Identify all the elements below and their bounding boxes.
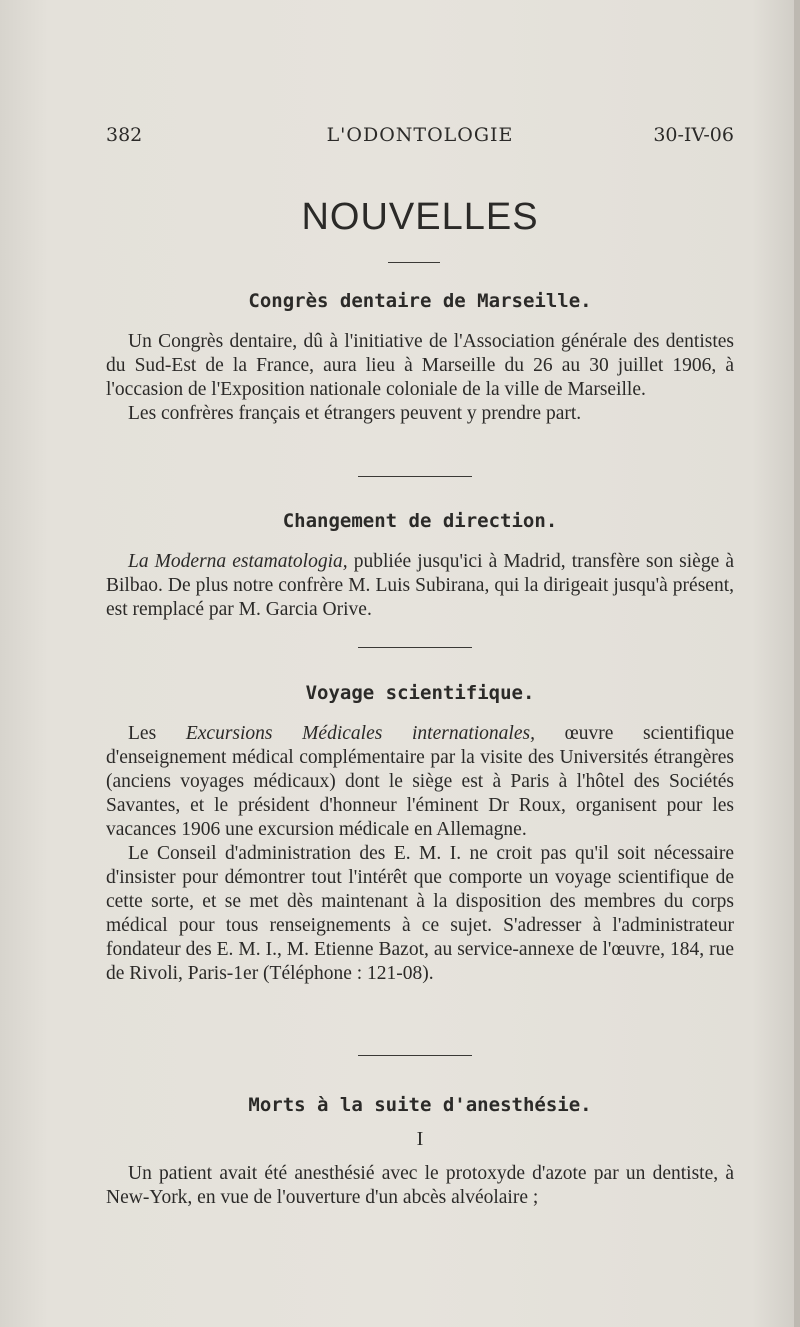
article-body-congres: [106, 330, 734, 426]
paragraph: Les Excursions Médicales internationales, œuvre scientifique d'enseignement médical complémentaire par la visite des Universités étrangères (anciens voyages médicaux) dont le siège est à Paris à l'hôtel des Sociétés Savantes, et le président d'honneur l'éminent Dr Roux, organisent pour les vacances 1906 une excursion médicale en Allemagne.: [106, 723, 735, 840]
paragraph: Un Congrès dentaire, dû à l'initiative de l'Association générale des dentistes du Sud-Est de la France, aura lieu à Marseille du 26 au 30 juillet 1906, à l'occasion de l'Exposition nationale coloniale de la ville de Marseille.: [106, 331, 734, 400]
separator-rule: [358, 1055, 472, 1056]
article-heading-voyage: Voyage scientifique.: [305, 682, 535, 704]
article-heading-morts: Morts à la suite d'anesthésie.: [248, 1094, 592, 1116]
title-rule: [388, 262, 440, 263]
section-numeral: I: [416, 1128, 424, 1150]
journal-title: L'ODONTOLOGIE: [326, 124, 514, 146]
page-number: 382: [106, 124, 143, 146]
paragraph: La Moderna estamatologia, publiée jusqu'ici à Madrid, transfère son siège à Bilbao. De plus notre confrère M. Luis Subirana, qui la dirigeait jusqu'à présent, est remplacé par M. Garcia Orive.: [106, 551, 734, 620]
article-heading-congres: Congrès dentaire de Marseille.: [248, 290, 592, 312]
article-heading-changement: Changement de direction.: [282, 510, 558, 532]
article-body-voyage: [106, 722, 734, 986]
paragraph: Le Conseil d'administration des E. M. I. ne croit pas qu'il soit nécessaire d'insister pour démontrer tout l'intérêt que comporte un voyage scientifique de cette sorte, et se met dès maintenant à la disposition des membres du corps médical pour tous renseignements à ce sujet. S'adresser à l'administrateur fondateur des E. M. I., M. Etienne Bazot, au service-annexe de l'œuvre, 184, rue de Rivoli, Paris-1er (Téléphone : 121-08).: [106, 843, 734, 984]
issue-date: 30-IV-06: [653, 124, 734, 146]
article-body-changement: [106, 550, 734, 622]
article-body-morts: [106, 1162, 734, 1210]
page-edge: [794, 0, 800, 1327]
paragraph: Les confrères français et étrangers peuvent y prendre part.: [128, 403, 582, 424]
section-title: NOUVELLES: [301, 196, 539, 238]
running-header: [106, 124, 734, 152]
paragraph: Un patient avait été anesthésié avec le protoxyde d'azote par un dentiste, à New-York, en vue de l'ouverture d'un abcès alvéolaire ;: [106, 1163, 734, 1208]
separator-rule: [358, 476, 472, 477]
separator-rule: [358, 647, 472, 648]
organization-name: Excursions Médicales internationales,: [185, 723, 535, 744]
journal-name: La Moderna estamatologia,: [128, 551, 348, 572]
